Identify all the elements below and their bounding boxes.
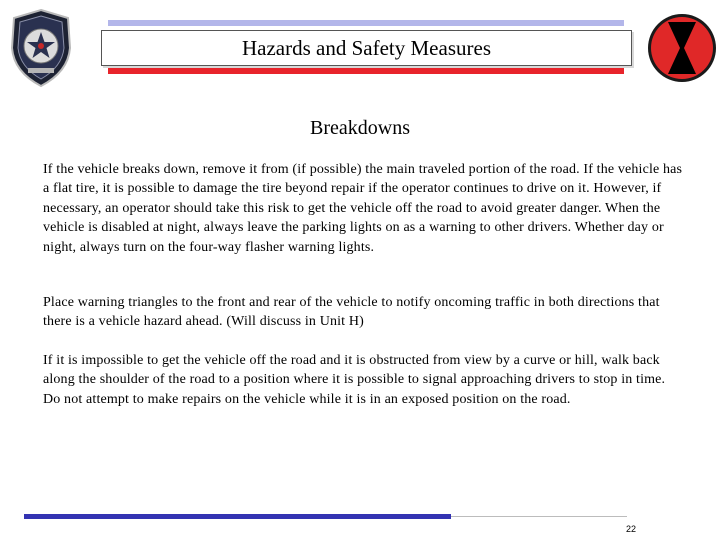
top-accent-bar-blue [108,20,624,26]
bottom-accent-line-gray [451,516,627,517]
paragraph-signal-drivers: If it is impossible to get the vehicle off the road and it is obstructed from view by a curve or hill, walk back along the shoulder of the road to a position where it is possible to signal approaching drivers to stop in time. Do not attempt to make repairs on the vehicle while it is in an exposed position on the road. [43,353,666,407]
hourglass-insignia-logo [646,12,718,84]
section-heading: Breakdowns [310,117,410,139]
paragraph-warning-triangles: Place warning triangles to the front and rear of the vehicle to notify oncoming traffic in both directions that there is a vehicle hazard ahead. (Will discuss in Unit H) [43,295,660,330]
bottom-accent-bar-blue [24,514,451,519]
slide-title: Hazards and Safety Measures [242,35,491,60]
unit-crest-logo [6,8,76,88]
top-accent-bar-red [108,68,624,74]
title-box [101,30,632,66]
paragraph-breakdown: If the vehicle breaks down, remove it from (if possible) the main traveled portion of the road. If the vehicle has a flat tire, it is possible to damage the tire beyond repair if the operator continues to drive on it. However, if necessary, an operator should take this risk to get the vehicle off the road to avoid greater danger. When the vehicle is disabled at night, always leave the parking lights on as a warning to other drivers. Whether day or night, always turn on the four-way flasher warning lights. [43,162,683,255]
page-number: 22 [626,524,637,534]
